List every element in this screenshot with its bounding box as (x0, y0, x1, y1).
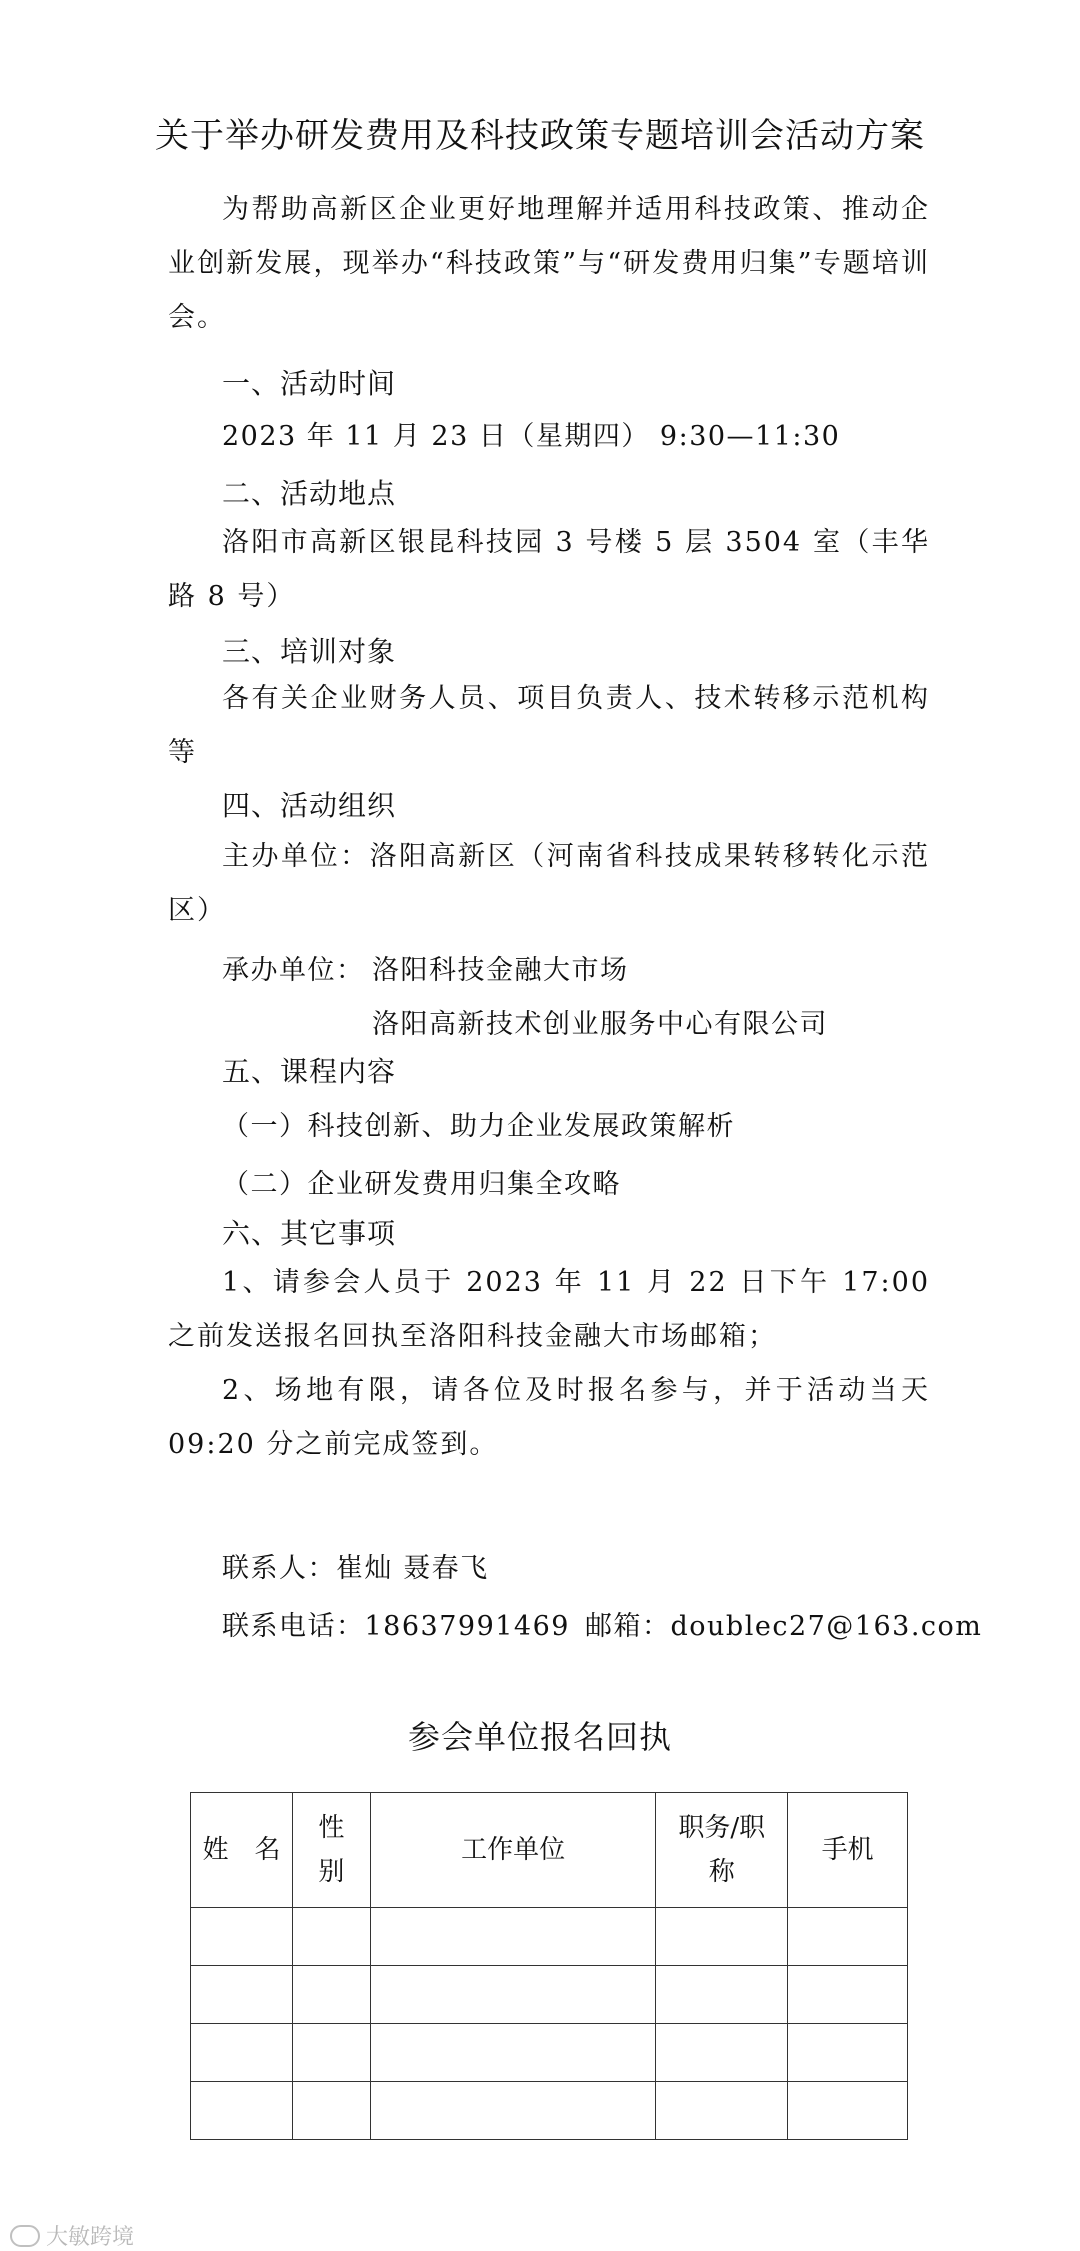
other-item-2: 2、场地有限，请各位及时报名参与，并于活动当天 09:20 分之前完成签到。 (168, 1375, 930, 1460)
table-cell[interactable] (292, 1908, 370, 1966)
table-cell[interactable] (370, 1966, 656, 2024)
table-row (191, 1966, 908, 2024)
section-heading-time: 一、活动时间 (222, 367, 397, 400)
registration-table (190, 1792, 908, 2140)
table-cell[interactable] (292, 2082, 370, 2140)
table-cell[interactable] (191, 2024, 293, 2082)
column-header-phone: 手机 (788, 1793, 908, 1908)
intro-paragraph: 为帮助高新区企业更好地理解并适用科技政策、推动企业创新发展，现举办“科技政策”与“研发费用归集”专题培训会。 (168, 194, 930, 333)
section-heading-other: 六、其它事项 (222, 1217, 397, 1250)
table-row (191, 1908, 908, 1966)
host-text: 主办单位：洛阳高新区（河南省科技成果转移转化示范区） (168, 841, 930, 926)
course-item-1: （一）科技创新、助力企业发展政策解析 (222, 1111, 735, 1142)
watermark-text: 大敏跨境 (46, 2225, 135, 2250)
organizer-label: 承办单位： (222, 955, 365, 986)
column-header-name: 姓 名 (191, 1793, 293, 1908)
organizer-1: 洛阳科技金融大市场 (372, 955, 629, 986)
course-item-2: （二）企业研发费用归集全攻略 (222, 1169, 621, 1200)
table-cell[interactable] (370, 2082, 656, 2140)
table-cell[interactable] (191, 1908, 293, 1966)
table-header-row (191, 1793, 908, 1908)
table-cell[interactable] (292, 2024, 370, 2082)
organizer-2: 洛阳高新技术创业服务中心有限公司 (372, 1009, 828, 1040)
column-header-position: 职务/职 称 (656, 1793, 788, 1908)
table-cell[interactable] (788, 1908, 908, 1966)
contact-phone: 联系电话：18637991469 (222, 1611, 570, 1642)
table-cell[interactable] (788, 2082, 908, 2140)
section-heading-audience: 三、培训对象 (222, 635, 397, 668)
table-cell[interactable] (370, 2024, 656, 2082)
table-cell[interactable] (292, 1966, 370, 2024)
column-header-gender: 性 别 (292, 1793, 370, 1908)
contact-email: 邮箱：doublec27@163.com (585, 1611, 983, 1642)
table-cell[interactable] (656, 1908, 788, 1966)
contact-persons: 联系人：崔灿 聂春飞 (222, 1553, 489, 1584)
section-heading-organization: 四、活动组织 (222, 789, 397, 822)
table-cell[interactable] (656, 2024, 788, 2082)
event-place-text: 洛阳市高新区银昆科技园 3 号楼 5 层 3504 室（丰华路 8 号） (168, 527, 930, 612)
watermark (10, 2220, 134, 2251)
table-row (191, 2024, 908, 2082)
form-title: 参会单位报名回执 (407, 1718, 672, 1756)
table-cell[interactable] (191, 1966, 293, 2024)
audience-text: 各有关企业财务人员、项目负责人、技术转移示范机构等 (168, 683, 930, 768)
table-cell[interactable] (656, 1966, 788, 2024)
document-title: 关于举办研发费用及科技政策专题培训会活动方案 (155, 116, 925, 156)
table-cell[interactable] (370, 1908, 656, 1966)
column-header-workplace: 工作单位 (370, 1793, 656, 1908)
watermark-logo-icon (10, 2225, 40, 2247)
other-item-1: 1、请参会人员于 2023 年 11 月 22 日下午 17:00 之前发送报名回执至洛阳科技金融大市场邮箱； (168, 1267, 930, 1352)
table-cell[interactable] (191, 2082, 293, 2140)
table-row (191, 2082, 908, 2140)
section-heading-place: 二、活动地点 (222, 477, 397, 510)
table-cell[interactable] (788, 1966, 908, 2024)
event-time-text: 2023 年 11 月 23 日（星期四） 9:30—11:30 (222, 421, 841, 452)
section-heading-courses: 五、课程内容 (222, 1055, 397, 1088)
table-cell[interactable] (788, 2024, 908, 2082)
table-cell[interactable] (656, 2082, 788, 2140)
